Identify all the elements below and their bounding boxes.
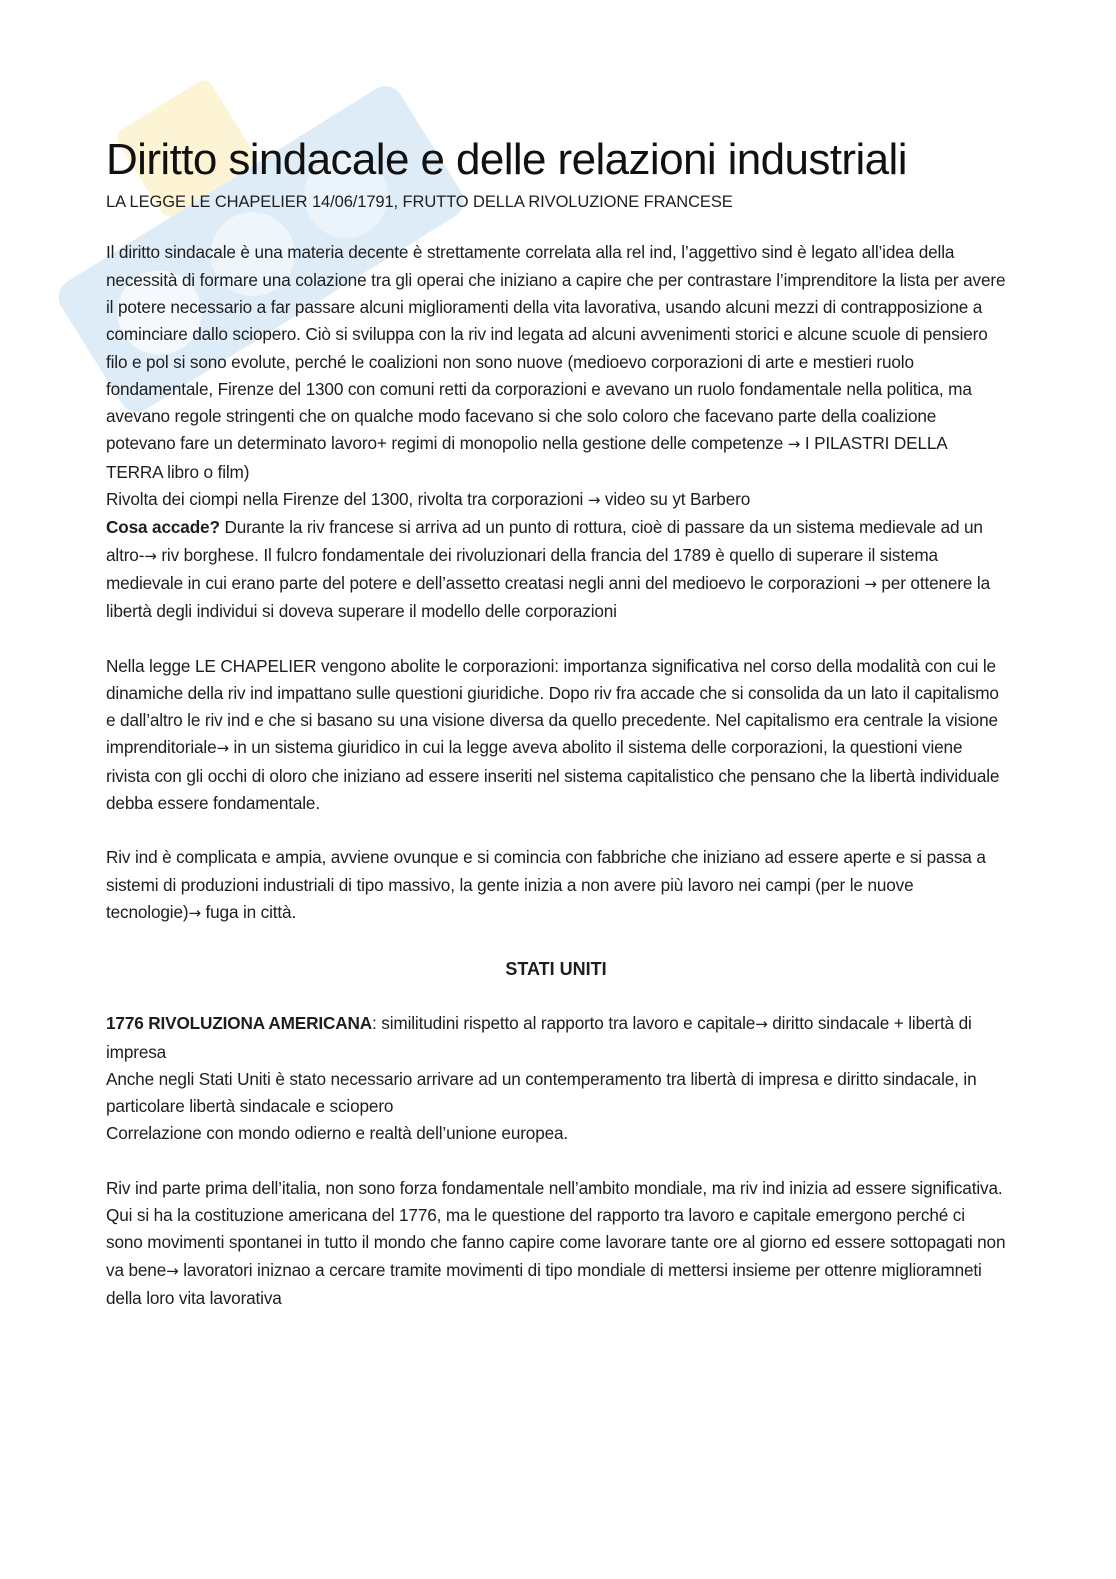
document-page (106, 136, 1006, 1312)
paragraph-chapelier: Nella legge LE CHAPELIER vengono abolite le corporazioni: importanza significativa nel corso della modalità con cui le dinamiche della riv ind impattano sulle questioni giuridiche. Dopo riv fra accade che si consolida da un lato il capitalismo e dall’altro le riv ind e che si basano su una visione diversa da quello precedente. Nel capitalismo era centrale la visione imprenditoriale→ in un sistema giuridico in cui la legge aveva abolito il sistema delle corporazioni, la questioni viene rivista con gli occhi di oloro che iniziano ad essere inseriti nel sistema capitalistico che pensano che la libertà individuale debba essere fondamentale. (106, 655, 1000, 814)
document-subtitle: LA LEGGE LE CHAPELIER 14/06/1791, FRUTTO DELLA RIVOLUZIONE FRANCESE (106, 193, 733, 212)
paragraph-line: Rivolta dei ciompi nella Firenze del 1300, rivolta tra corporazioni → video su yt Barbero (106, 489, 751, 510)
bold-label: 1776 RIVOLUZIONA AMERICANA (106, 1013, 373, 1034)
document-title: Diritto sindacale e delle relazioni industriali (106, 135, 907, 184)
paragraph-text: I PILASTRI DELLA TERRA libro o film) (106, 433, 947, 482)
arrow-icon: → (787, 435, 801, 454)
paragraph-line: Cosa accade? Durante la riv francese si arriva ad un punto di rottura, cioè di passare da un sistema medievale ad un altro-→ riv borghese. Il fulcro fondamentale dei rivoluzionari della francia del 1789 è quello di superare il sistema medievale in cui erano parte del potere e dell’assetto creatasi negli anni del medioevo le corporazioni → per ottenere la libertà degli individui si doveva superare il modello delle corporazioni (106, 517, 990, 622)
arrow-icon: → (166, 1261, 179, 1280)
arrow-icon: → (755, 1015, 768, 1034)
paragraph-text: Il diritto sindacale è una materia decente è strettamente correlata alla rel ind, l’aggettivo sind è legato all’idea della necessità di formare una colazione tra gli operai che iniziano a capire che per contrastare l’imprenditore la lista per avere il potere necessario a far passare alcuni miglioramenti della vita lavorativa, usando alcuni mezzi di contrapposizione a cominciare dallo sciopero. Ciò si sviluppa con la riv ind legata ad alcuni avvenimenti storici e alcune scuole di pensiero filo e pol si sono evolute, perché le coalizioni non sono nuove (medioevo corporazioni di arte e mestieri ruolo fondamentale, Firenze del 1300 con comuni retti da corporazioni e avevano un ruolo fondamentale nella politica, ma avevano regole stringenti che on qualche modo facevano si che solo coloro che facevano parte della coalizione potevano fare un determinato lavoro+ regimi di monopolio nella gestione delle competenze (106, 242, 1006, 454)
paragraph-riv-ind: Riv ind è complicata e ampia, avviene ovunque e si comincia con fabbriche che iniziano ad essere aperte e si passa a sistemi di produzioni industriali di tipo massivo, la gente inizia a non avere più lavoro nei campi (per le nuove tecnologie)→ fuga in città. (106, 847, 986, 922)
arrow-icon: → (216, 739, 229, 758)
paragraph-line: Correlazione con mondo odierno e realtà dell’unione europea. (106, 1123, 569, 1144)
arrow-icon: → (864, 574, 877, 593)
paragraph-movimenti: Riv ind parte prima dell’italia, non sono forza fondamentale nell’ambito mondiale, ma riv ind inizia ad essere significativa. Qui si ha la costituzione americana del 1776, ma le questione del rapporto tra lavoro e capitale emergono perché ci sono movimenti spontanei in tutto il mondo che fanno capire come lavorare tante ore al giorno ed essere sottopagati non va bene→ lavoratori iniznao a cercare tramite movimenti di tipo mondiale di mettersi insieme per ottenre miglioramneti della loro vita lavorativa (106, 1177, 1006, 1308)
paragraph-rivoluzione-americana: 1776 RIVOLUZIONA AMERICANA: similitudini rispetto al rapporto tra lavoro e capitale→ diritto sindacale + libertà di impresa Anche negli Stati Uniti è stato necessario arrivare ad un contemperamento tra libertà di impresa e diritto sindacale, in particolare libertà sindacale e sciopero Correlazione con mondo odierno e realtà dell’unione europea. (106, 1010, 1006, 1147)
paragraph-intro (106, 239, 1006, 625)
arrow-icon: → (188, 903, 201, 922)
section-heading-stati-uniti: STATI UNITI (505, 959, 607, 980)
paragraph-line: Anche negli Stati Uniti è stato necessario arrivare ad un contemperamento tra libertà di impresa e diritto sindacale, in particolare libertà sindacale e sciopero (106, 1068, 977, 1117)
bold-label: Cosa accade? (106, 517, 220, 538)
arrow-icon: → (587, 491, 601, 510)
arrow-icon: → (144, 546, 157, 565)
